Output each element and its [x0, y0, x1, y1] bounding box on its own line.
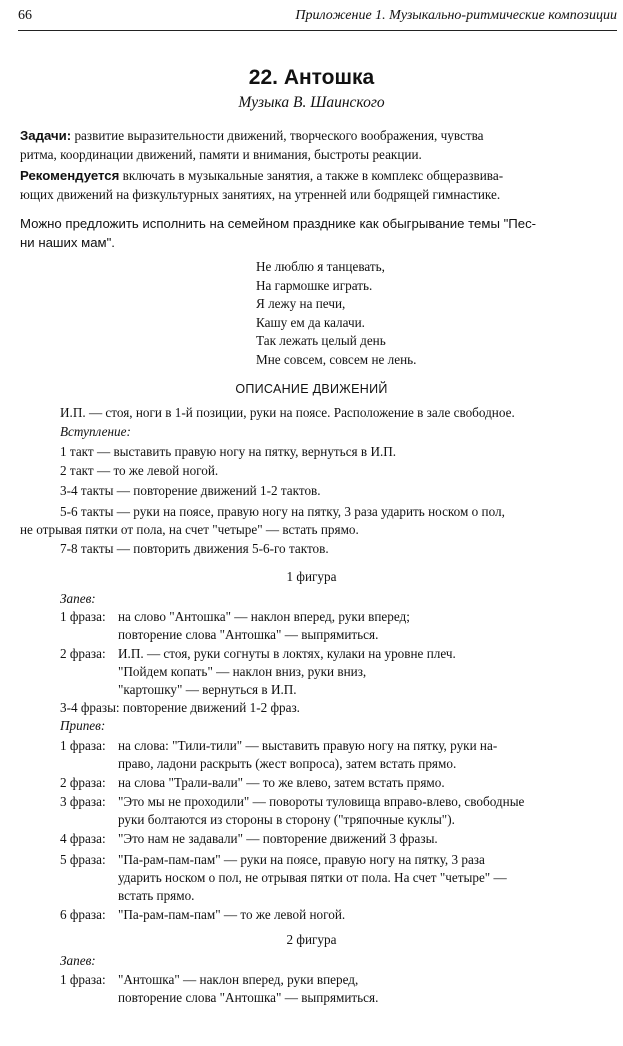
phrase-label: 5 фраза: — [60, 852, 106, 867]
phrase-text: на слово "Антошка" — наклон вперед, руки вперед; — [118, 609, 410, 624]
lyric-line: Так лежать целый день — [256, 333, 386, 349]
phrase-text: "картошку" — вернуться в И.П. — [118, 682, 297, 697]
phrase-text: на слова "Трали-вали" — то же влево, затем встать прямо. — [118, 775, 445, 790]
figure1-heading: 1 фигура — [286, 569, 337, 584]
phrase-text: на слова: "Тили-тили" — выставить правую ногу на пятку, руки на- — [118, 738, 498, 753]
phrase-text: право, ладони раскрыть (жест вопроса), затем встать прямо. — [118, 756, 457, 771]
phrase-text: повторение слова "Антошка" — выпрямиться. — [118, 990, 379, 1005]
recommend-text: включать в музыкальные занятия, а также в комплекс общеразвива- — [119, 168, 504, 183]
phrase-text: "Пойдем копать" — наклон вниз, руки вниз, — [118, 664, 367, 679]
movement-line: 2 такт — то же левой ногой. — [60, 463, 219, 478]
movement-line: 3-4 такты — повторение движений 1-2 тактов. — [60, 483, 321, 498]
phrase-label: 6 фраза: — [60, 907, 106, 922]
intro-label: Вступление: — [60, 424, 131, 439]
running-title: Приложение 1. Музыкально-ритмические композиции — [295, 8, 617, 23]
family-paragraph-line2: ни наших мам". — [20, 235, 115, 250]
phrase-text: "Па-рам-пам-пам" — то же левой ногой. — [118, 907, 346, 922]
movement-line: 7-8 такты — повторить движения 5-6-го тактов. — [60, 541, 329, 556]
song-lyrics — [256, 258, 416, 370]
running-header — [18, 6, 617, 31]
page-number: 66 — [18, 8, 32, 23]
recommend-paragraph-line2: ющих движений на физкультурных занятиях, на утренней или бодрящей гимнастике. — [20, 187, 501, 202]
phrase-text: "Это мы не проходили" — повороты туловища вправо-влево, свободные — [118, 794, 525, 809]
lyric-line: Я лежу на печи, — [256, 296, 346, 312]
phrase-row: 3-4 фразы: повторение движений 1-2 фраз. — [60, 700, 300, 715]
phrase-text: встать прямо. — [118, 888, 195, 903]
music-credit: Музыка В. Шаинского — [238, 94, 385, 111]
phrase-label: 2 фраза: — [60, 646, 106, 661]
verse-label: Запев: — [60, 953, 96, 968]
tasks-text: развитие выразительности движений, творческого воображения, чувства — [71, 128, 484, 143]
recommend-label: Рекомендуется — [20, 168, 120, 183]
family-paragraph-line1: Можно предложить исполнить на семейном празднике как обыгрывание темы "Пес- — [20, 216, 537, 231]
lyric-line: Кашу ем да калачи. — [256, 314, 365, 330]
phrase-label: 2 фраза: — [60, 775, 106, 790]
lyric-line: Мне совсем, совсем не лень. — [256, 351, 417, 367]
movement-line: 1 такт — выставить правую ногу на пятку, вернуться в И.П. — [60, 444, 397, 459]
lyric-line: На гармошке играть. — [256, 277, 373, 293]
phrase-text: "Па-рам-пам-пам" — руки на поясе, правую ногу на пятку, 3 раза — [118, 852, 485, 867]
phrase-label: 3 фраза: — [60, 794, 106, 809]
phrase-label: 1 фраза: — [60, 738, 106, 753]
phrase-text: И.П. — стоя, руки согнуты в локтях, кулаки на уровне плеч. — [118, 646, 456, 661]
movements-heading: ОПИСАНИЕ ДВИЖЕНИЙ — [235, 382, 388, 396]
phrase-text: повторение слова "Антошка" — выпрямиться. — [118, 627, 379, 642]
section-title: 22. Антошка — [248, 66, 375, 89]
phrase-text: руки болтаются из стороны в сторону ("тряпочные куклы"). — [118, 812, 455, 827]
movement-line: 5-6 такты — руки на поясе, правую ногу на пятку, 3 раза ударить носком о пол, — [60, 504, 505, 519]
phrase-label: 1 фраза: — [60, 609, 106, 624]
tasks-label: Задачи: — [20, 128, 72, 143]
lyric-line: Не люблю я танцевать, — [256, 259, 385, 274]
verse-label: Запев: — [60, 591, 96, 606]
phrase-label: 4 фраза: — [60, 831, 106, 846]
phrase-label: 1 фраза: — [60, 972, 106, 987]
phrase-text: "Антошка" — наклон вперед, руки вперед, — [118, 972, 359, 987]
tasks-paragraph-line1 — [20, 126, 617, 145]
movement-line: не отрывая пятки от пола, на счет "четыре" — встать прямо. — [20, 522, 359, 537]
recommend-paragraph-line1 — [20, 166, 617, 185]
figure2-heading: 2 фигура — [286, 932, 337, 947]
phrase-text: ударить носком о пол, не отрывая пятки от пола. На счет "четыре" — — [118, 870, 507, 885]
chorus-label: Припев: — [60, 718, 106, 733]
tasks-paragraph-line2: ритма, координации движений, памяти и внимания, быстроты реакции. — [20, 147, 422, 162]
phrase-text: "Это нам не задавали" — повторение движений 3 фразы. — [118, 831, 438, 846]
movement-line: И.П. — стоя, ноги в 1-й позиции, руки на поясе. Расположение в зале свободное. — [60, 405, 515, 420]
